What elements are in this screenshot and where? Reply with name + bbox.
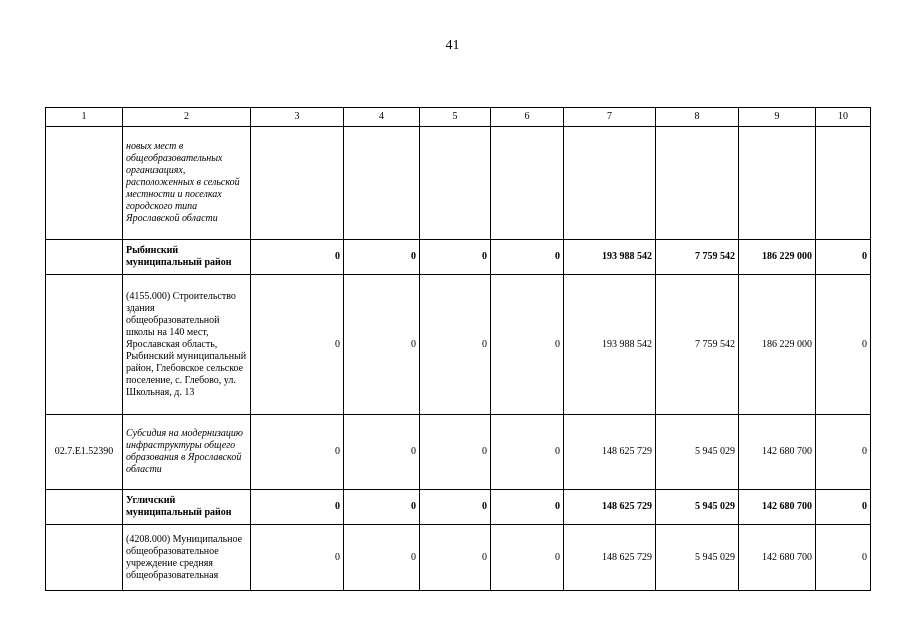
row-value: [420, 127, 491, 240]
row-value: [251, 127, 344, 240]
row-value: 0: [251, 240, 344, 275]
row-value: 5 945 029: [656, 525, 739, 591]
row-value: 0: [491, 415, 564, 490]
row-name: Угличский муниципальный район: [123, 490, 251, 525]
row-value: 0: [491, 240, 564, 275]
row-value: 0: [251, 415, 344, 490]
row-value: 142 680 700: [739, 525, 816, 591]
row-value: 0: [344, 490, 420, 525]
row-code: [46, 127, 123, 240]
row-value: [816, 127, 871, 240]
row-name: (4208.000) Муниципальное общеобразовательное учреждение средняя общеобразовательная: [123, 525, 251, 591]
row-value: 0: [420, 415, 491, 490]
row-value: 186 229 000: [739, 240, 816, 275]
row-value: 148 625 729: [564, 415, 656, 490]
row-code: [46, 240, 123, 275]
row-value: 0: [491, 490, 564, 525]
row-value: 0: [420, 490, 491, 525]
row-value: 7 759 542: [656, 275, 739, 415]
row-value: 0: [344, 525, 420, 591]
row-value: 0: [816, 240, 871, 275]
row-value: 0: [344, 240, 420, 275]
row-value: 148 625 729: [564, 490, 656, 525]
column-number: 2: [123, 108, 251, 127]
page-number: 41: [445, 38, 460, 53]
row-value: 0: [420, 525, 491, 591]
row-name: Рыбинский муниципальный район: [123, 240, 251, 275]
column-number: 3: [251, 108, 344, 127]
row-value: 0: [344, 275, 420, 415]
row-value: 186 229 000: [739, 275, 816, 415]
row-value: 0: [816, 525, 871, 591]
row-value: [491, 127, 564, 240]
row-code: [46, 490, 123, 525]
row-value: 148 625 729: [564, 525, 656, 591]
row-value: 142 680 700: [739, 490, 816, 525]
row-name: Субсидия на модернизацию инфраструктуры общего образования в Ярославской области: [123, 415, 251, 490]
row-name: новых мест в общеобразовательных организациях, расположенных в сельской местности и поселках городского типа Ярославской области: [123, 127, 251, 240]
budget-table: [45, 107, 871, 591]
column-number: 6: [491, 108, 564, 127]
row-value: 0: [251, 490, 344, 525]
row-value: 7 759 542: [656, 240, 739, 275]
table-body: [46, 108, 871, 591]
row-value: 193 988 542: [564, 275, 656, 415]
row-value: 0: [816, 275, 871, 415]
row-code: [46, 525, 123, 591]
row-value: 0: [251, 275, 344, 415]
row-value: 5 945 029: [656, 415, 739, 490]
row-code: [46, 275, 123, 415]
column-number: 4: [344, 108, 420, 127]
table-row: [46, 525, 871, 591]
row-name: (4155.000) Строительство здания общеобразовательной школы на 140 мест, Ярославская область, Рыбинский муниципальный район, Глебовское сельское поселение, с. Глебово, ул. Школьная, д. 13: [123, 275, 251, 415]
row-value: 0: [420, 275, 491, 415]
row-value: [564, 127, 656, 240]
column-number: 9: [739, 108, 816, 127]
table-row: [46, 240, 871, 275]
row-value: 5 945 029: [656, 490, 739, 525]
row-value: 0: [491, 275, 564, 415]
row-value: 193 988 542: [564, 240, 656, 275]
column-number: 8: [656, 108, 739, 127]
row-value: 0: [251, 525, 344, 591]
row-value: 0: [344, 415, 420, 490]
column-number: 1: [46, 108, 123, 127]
row-code: 02.7.E1.52390: [46, 415, 123, 490]
column-number-row: [46, 108, 871, 127]
table-row: [46, 127, 871, 240]
table-row: [46, 490, 871, 525]
row-value: 0: [491, 525, 564, 591]
column-number: 10: [816, 108, 871, 127]
table-row: [46, 275, 871, 415]
row-value: 0: [816, 415, 871, 490]
column-number: 5: [420, 108, 491, 127]
column-number: 7: [564, 108, 656, 127]
row-value: [344, 127, 420, 240]
row-value: [656, 127, 739, 240]
row-value: 0: [816, 490, 871, 525]
row-value: [739, 127, 816, 240]
table-row: [46, 415, 871, 490]
row-value: 0: [420, 240, 491, 275]
row-value: 142 680 700: [739, 415, 816, 490]
